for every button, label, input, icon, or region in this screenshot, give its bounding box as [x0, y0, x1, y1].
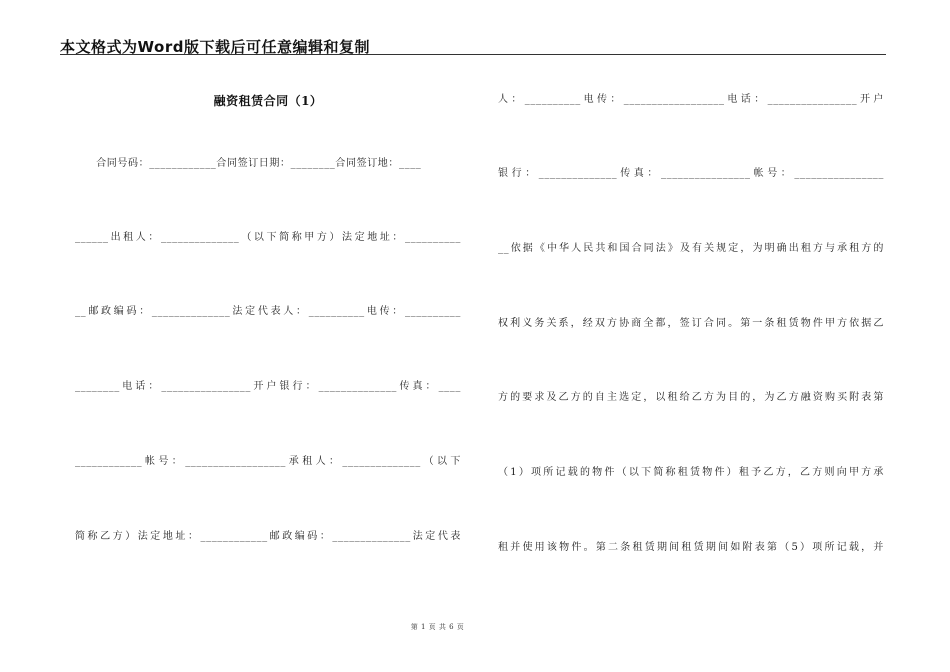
page-indicator: 第 1 页 共 6 页 [410, 623, 465, 631]
right-line-6: （1）项所记载的物件（以下简称租赁物件）租予乙方，乙方则向甲方承 [498, 467, 884, 478]
banner-divider [60, 54, 886, 55]
left-line-6: 简称乙方）法定地址：____________邮政编码：______________法定代表 [75, 531, 461, 542]
contract-title: 融资租赁合同（1） [213, 94, 323, 108]
right-line-7: 租并使用该物件。第二条租赁期间租赁期间如附表第（5）项所记载，并 [498, 542, 884, 553]
left-line-3: __邮政编码：______________法定代表人：__________电传：__________ [75, 306, 461, 317]
left-line-5: ____________帐号：__________________承租人：______________（以下 [75, 456, 461, 467]
left-line-2: ______出租人：______________（以下简称甲方）法定地址：__________ [75, 232, 461, 243]
right-line-3: __依据《中华人民共和国合同法》及有关规定，为明确出租方与承租方的 [498, 243, 884, 254]
left-line-1: 合同号码：____________合同签订日期：________合同签订地：____ [75, 158, 422, 169]
right-line-2: 银行：______________传真：________________帐号：________________ [498, 168, 884, 179]
right-line-1: 人：__________电传：__________________电话：________________开户 [498, 94, 884, 105]
right-line-5: 方的要求及乙方的自主选定，以租给乙方为目的，为乙方融资购买附表第 [498, 392, 884, 403]
right-line-4: 权利义务关系，经双方协商全都，签订合同。第一条租赁物件甲方依据乙 [498, 318, 884, 329]
left-line-4: ________电话：________________开户银行：______________传真：____ [75, 381, 461, 392]
download-banner: 本文格式为Word版下载后可任意编辑和复制 [60, 38, 370, 56]
